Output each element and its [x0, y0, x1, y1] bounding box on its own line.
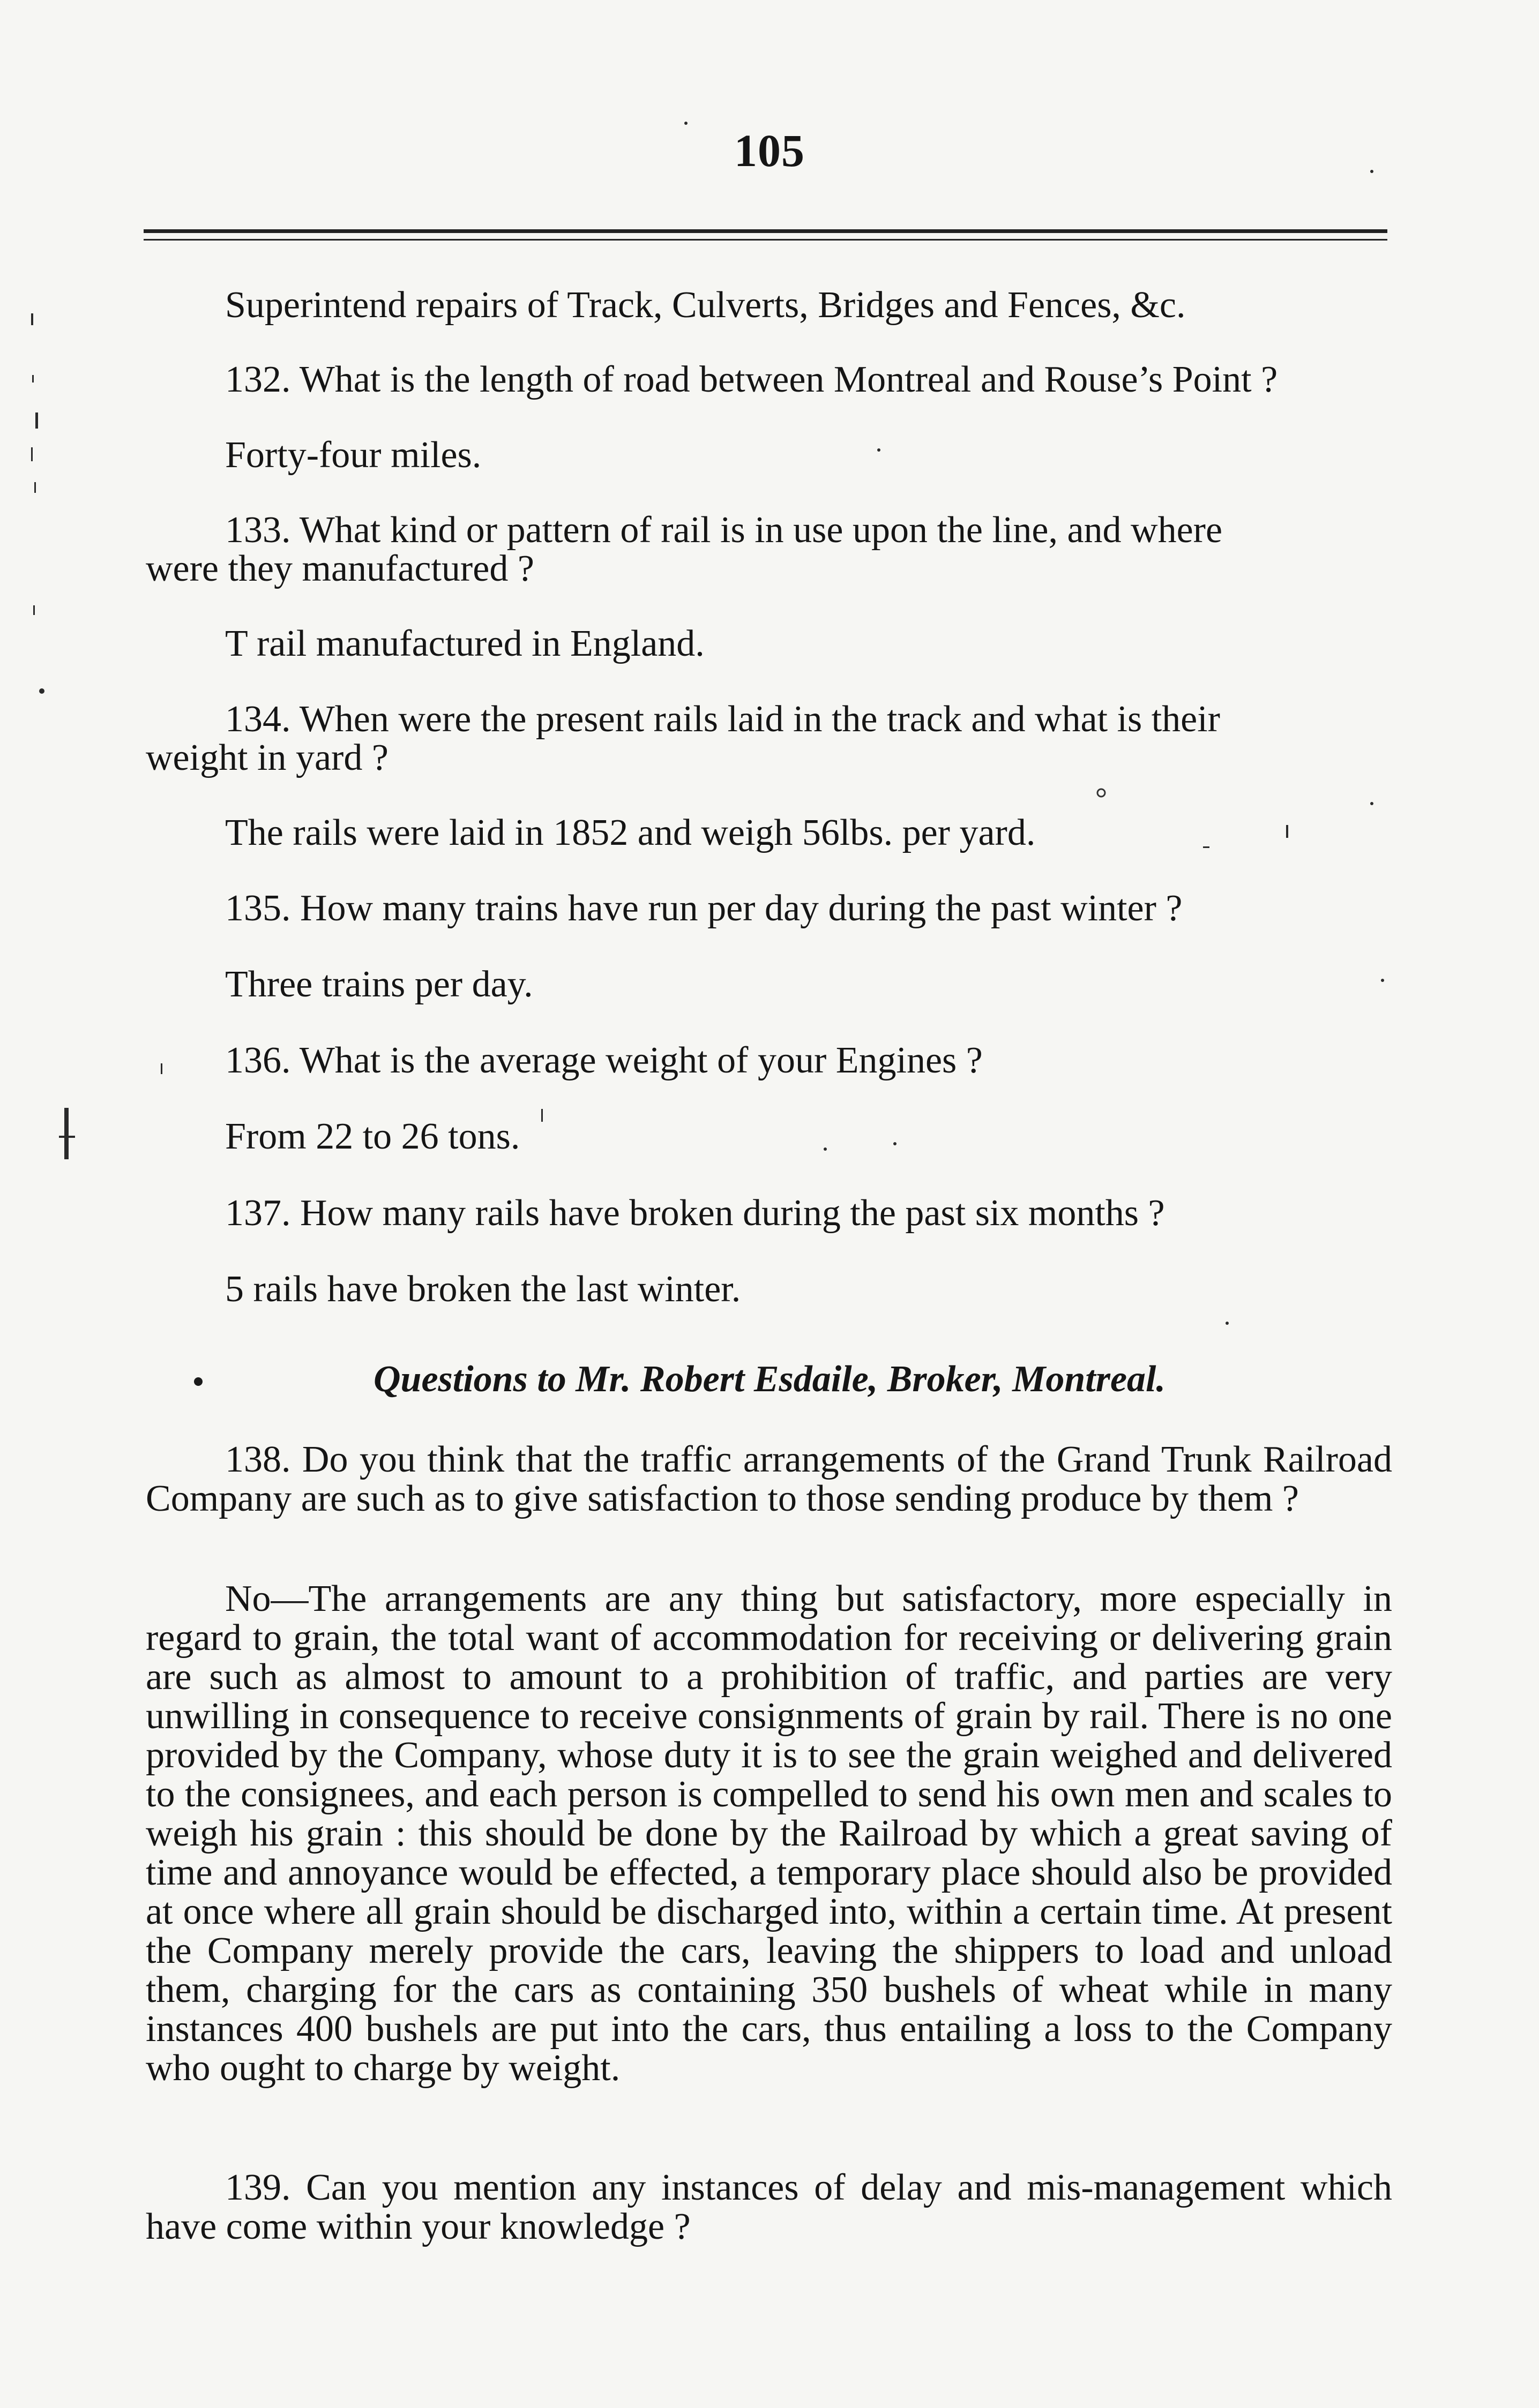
question-139-paragraph: 139. Can you mention any instances of delay and mis-management which have come within your knowledge ?: [146, 2167, 1392, 2247]
question-138-paragraph: 138. Do you think that the traffic arrangements of the Grand Trunk Railroad Company are such as to give satisfaction to those sending produce by them ?: [146, 1439, 1392, 1519]
answer-134: The rails were laid in 1852 and weigh 56lbs. per yard.: [225, 812, 1036, 853]
answer-135: Three trains per day.: [225, 964, 533, 1005]
question-133-line-2: were they manufactured ?: [146, 548, 534, 589]
question-134-line-2: weight in yard ?: [146, 737, 389, 778]
answer-133: T rail manufactured in England.: [225, 623, 705, 664]
section-heading: Questions to Mr. Robert Esdaile, Broker, Montreal.: [373, 1359, 1166, 1400]
question-135: 135. How many trains have run per day during the past winter ?: [225, 888, 1183, 929]
question-132: 132. What is the length of road between Montreal and Rouse’s Point ?: [225, 359, 1278, 400]
page-number: 105: [734, 125, 805, 176]
question-134-line-1: 134. When were the present rails laid in the track and what is their: [225, 699, 1220, 740]
answer-137: 5 rails have broken the last winter.: [225, 1269, 741, 1310]
question-137: 137. How many rails have broken during the past six months ?: [225, 1192, 1165, 1234]
answer-131-text: Superintend repairs of Track, Culverts, Bridges and Fences, &c.: [225, 284, 1186, 326]
question-133-line-1: 133. What kind or pattern of rail is in use upon the line, and where: [225, 509, 1223, 551]
question-136: 136. What is the average weight of your Engines ?: [225, 1040, 983, 1081]
answer-138-paragraph: No—The arrangements are any thing but satisfactory, more especially in regard to grain, the total want of accommodation for receiving or delivering grain are such as almost to amount to a prohibition of traffic, and parties are very unwilling in consequence to receive consignments of grain by rail. There is no one provided by the Company, whose duty it is to see the grain weighed and delivered to the consignees, and each person is compelled to send his own men and scales to weigh his grain : this should be done by the Railroad by which a great saving of time and annoyance would be effected, a temporary place should also be provided at once where all grain should be discharged into, within a certain time. At present the Company merely provide the cars, leaving the shippers to load and unload them, charging for the cars as containing 350 bushels of wheat while in many instances 400 bushels are put into the cars, thus entailing a loss to the Company who ought to charge by weight.: [146, 1578, 1392, 2089]
answer-132: Forty-four miles.: [225, 434, 482, 476]
answer-136: From 22 to 26 tons.: [225, 1116, 520, 1157]
